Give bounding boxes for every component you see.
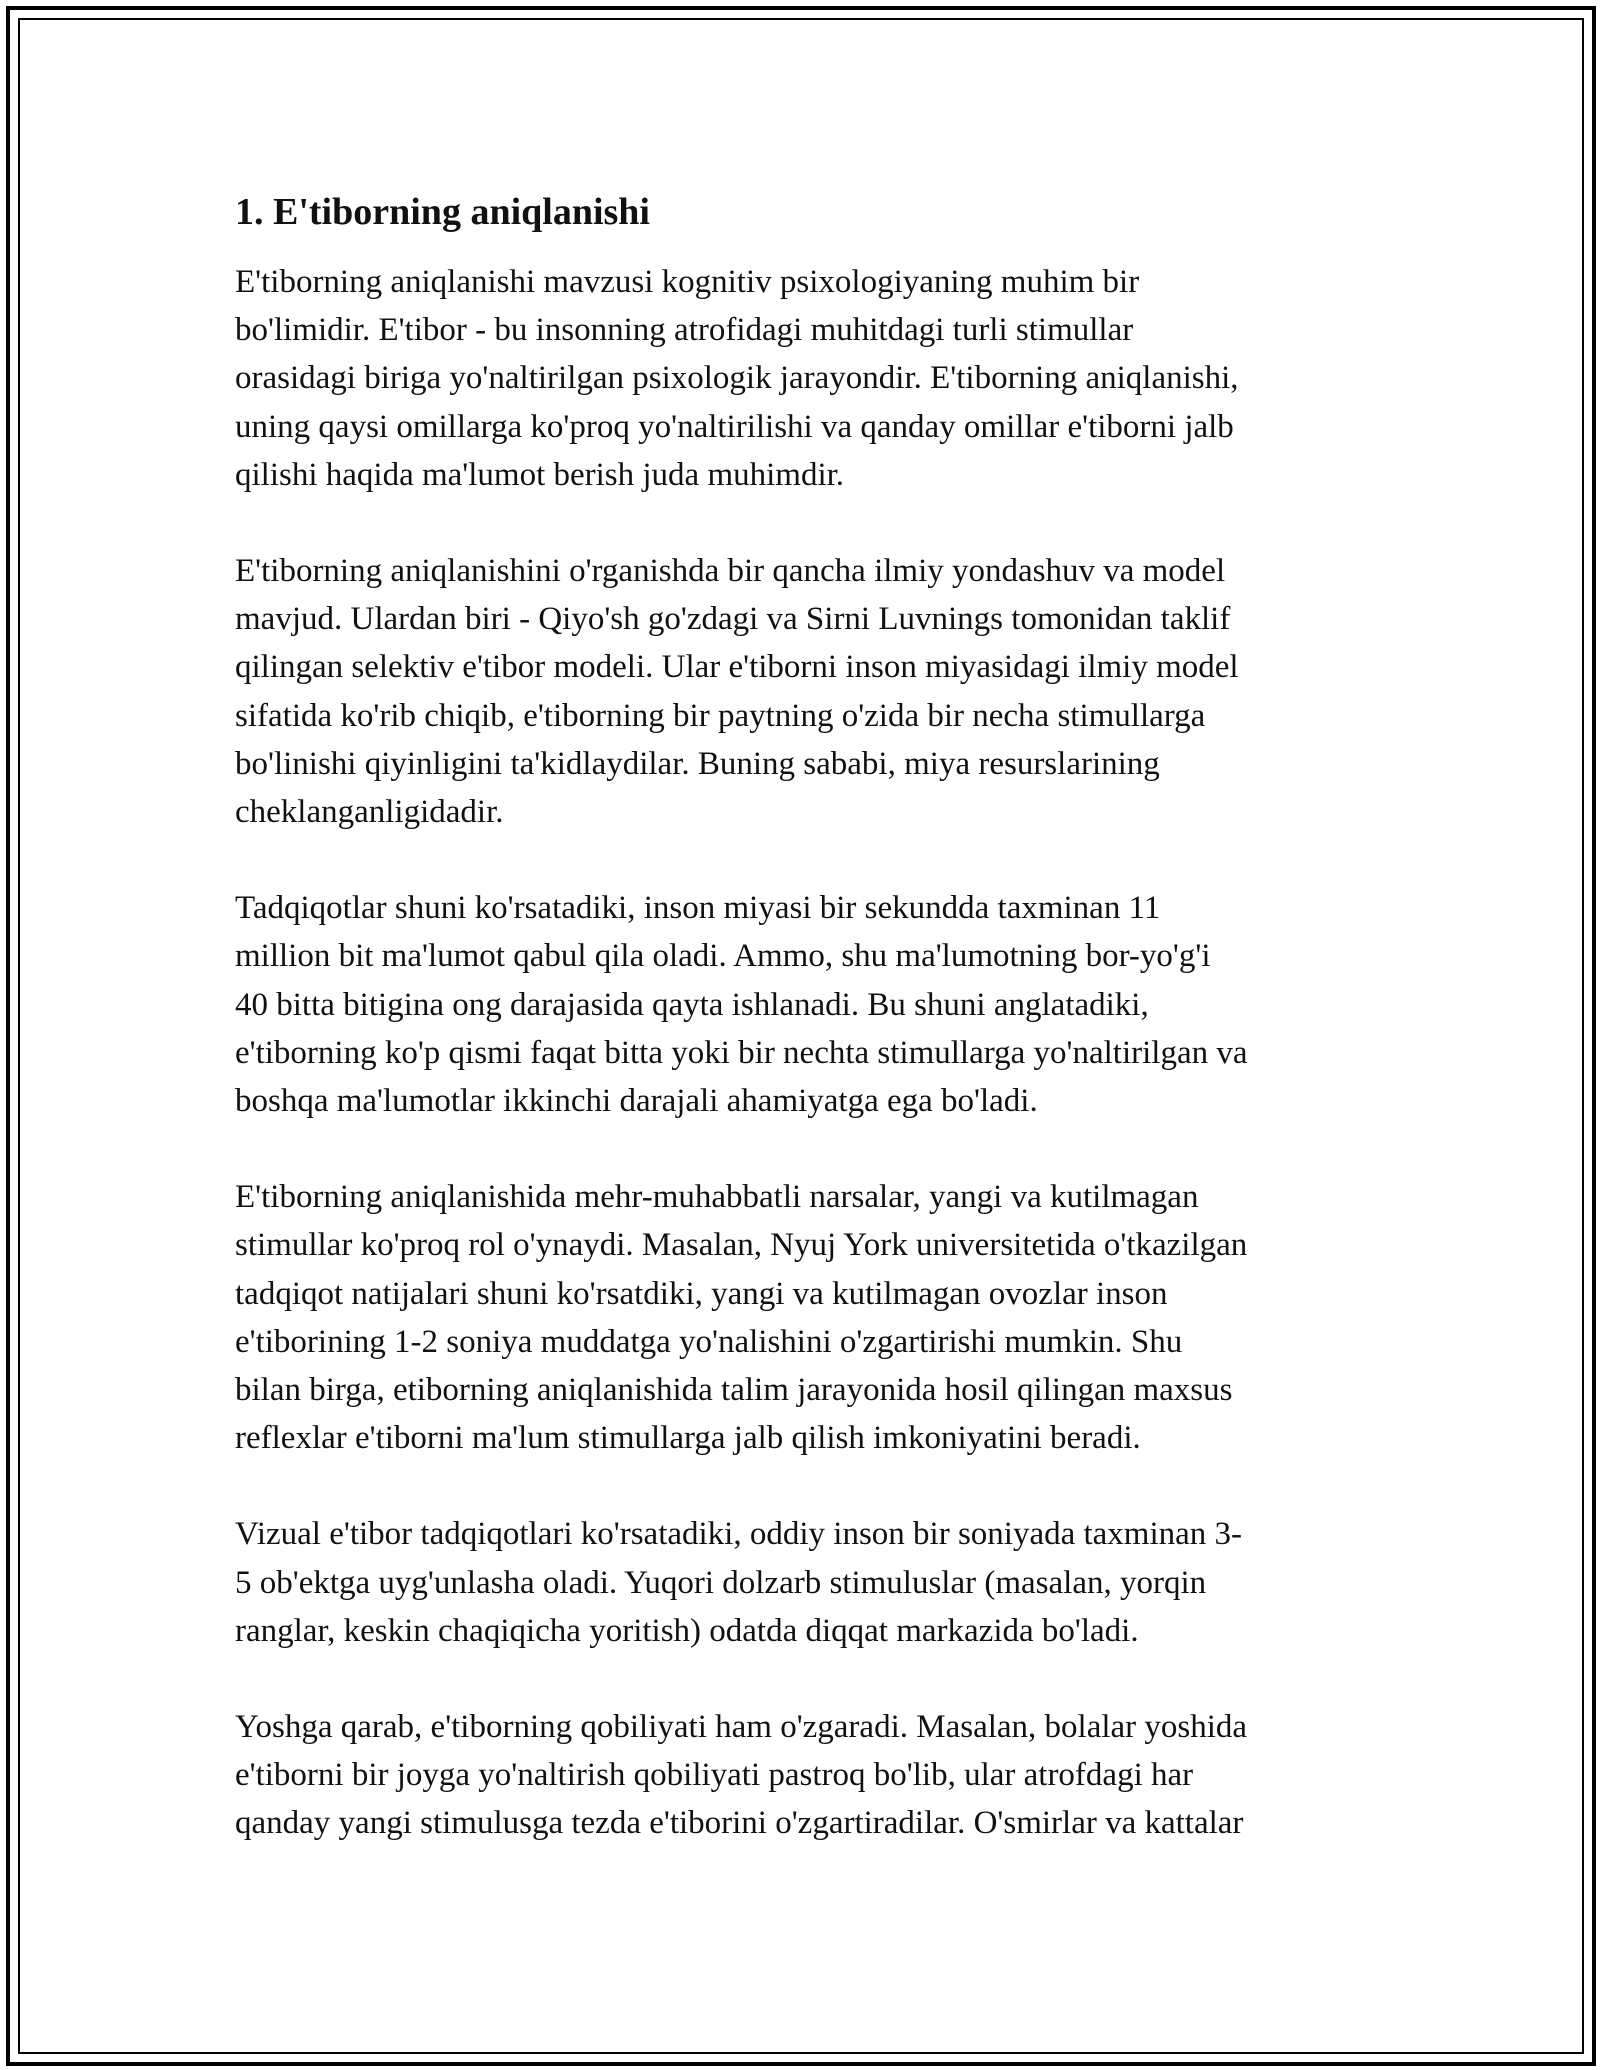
paragraph-line: e'tiborning ko'p qismi faqat bitta yoki bir nechta stimullarga yo'naltirilgan va bbox=[235, 1034, 1248, 1071]
paragraph-line: qanday yangi stimulusga tezda e'tiborini o'zgartiradilar. O'smirlar va kattalar bbox=[235, 1805, 1244, 1842]
section-heading: 1. E'tiborning aniqlanishi bbox=[235, 191, 650, 233]
paragraph-line: reflexlar e'tiborni ma'lum stimullarga jalb qilish imkoniyatini beradi. bbox=[235, 1420, 1141, 1457]
paragraph bbox=[235, 1510, 1370, 1655]
paragraph-line: boshqa ma'lumotlar ikkinchi darajali ahamiyatga ega bo'ladi. bbox=[235, 1083, 1038, 1120]
paragraph bbox=[235, 1173, 1370, 1462]
paragraph-line: orasidagi biriga yo'naltirilgan psixologik jarayondir. E'tiborning aniqlanishi, bbox=[235, 360, 1239, 397]
paragraph-line: bilan birga, etiborning aniqlanishida talim jarayonida hosil qilingan maxsus bbox=[235, 1372, 1233, 1409]
paragraph-line: million bit ma'lumot qabul qila oladi. Ammo, shu ma'lumotning bor-yo'g'i bbox=[235, 938, 1211, 975]
paragraph-line: E'tiborning aniqlanishini o'rganishda bir qancha ilmiy yondashuv va model bbox=[235, 553, 1226, 590]
paragraph-line: Vizual e'tibor tadqiqotlari ko'rsatadiki, oddiy inson bir soniyada taxminan 3- bbox=[235, 1516, 1243, 1553]
paragraph-line: 40 bitta bitigina ong darajasida qayta ishlanadi. Bu shuni anglatadiki, bbox=[235, 986, 1149, 1023]
document-body bbox=[235, 188, 1370, 1896]
paragraph-line: Yoshga qarab, e'tiborning qobiliyati ham o'zgaradi. Masalan, bolalar yoshida bbox=[235, 1709, 1248, 1746]
paragraph-line: qilishi haqida ma'lumot berish juda muhimdir. bbox=[235, 456, 845, 493]
paragraph-line: cheklanganligidadir. bbox=[235, 794, 504, 831]
paragraph-line: tadqiqot natijalari shuni ko'rsatdiki, yangi va kutilmagan ovozlar inson bbox=[235, 1275, 1168, 1312]
paragraph-line: E'tiborning aniqlanishida mehr-muhabbatli narsalar, yangi va kutilmagan bbox=[235, 1179, 1199, 1216]
paragraph-line: bo'linishi qiyinligini ta'kidlaydilar. Buning sababi, miya resurslarining bbox=[235, 745, 1160, 782]
paragraph-line: 5 ob'ektga uyg'unlasha oladi. Yuqori dolzarb stimuluslar (masalan, yorqin bbox=[235, 1564, 1207, 1601]
paragraph bbox=[235, 884, 1370, 1125]
paragraph-list bbox=[235, 258, 1370, 1848]
paragraph-line: uning qaysi omillarga ko'proq yo'naltirilishi va qanday omillar e'tiborni jalb bbox=[235, 408, 1234, 445]
paragraph-line: E'tiborning aniqlanishi mavzusi kognitiv psixologiyaning muhim bir bbox=[235, 264, 1140, 300]
paragraph bbox=[235, 258, 1370, 499]
paragraph-line: stimullar ko'proq rol o'ynaydi. Masalan, Nyuj York universitetida o'tkazilgan bbox=[235, 1227, 1248, 1264]
paragraph-line: bo'limidir. E'tibor - bu insonning atrofidagi muhitdagi turli stimullar bbox=[235, 312, 1134, 349]
paragraph bbox=[235, 1703, 1370, 1848]
paragraph-line: qilingan selektiv e'tibor modeli. Ular e'tiborni inson miyasidagi ilmiy model bbox=[235, 649, 1239, 686]
paragraph-line: e'tiborining 1-2 soniya muddatga yo'nalishini o'zgartirishi mumkin. Shu bbox=[235, 1323, 1183, 1360]
paragraph-line: ranglar, keskin chaqiqicha yoritish) odatda diqqat markazida bo'ladi. bbox=[235, 1612, 1139, 1649]
paragraph-line: Tadqiqotlar shuni ko'rsatadiki, inson miyasi bir sekundda taxminan 11 bbox=[235, 890, 1161, 927]
paragraph-line: e'tiborni bir joyga yo'naltirish qobiliyati pastroq bo'lib, ular atrofdagi har bbox=[235, 1757, 1194, 1794]
paragraph bbox=[235, 547, 1370, 836]
paragraph-line: mavjud. Ulardan biri - Qiyo'sh go'zdagi va Sirni Luvnings tomonidan taklif bbox=[235, 601, 1231, 638]
paragraph-line: sifatida ko'rib chiqib, e'tiborning bir paytning o'zida bir necha stimullarga bbox=[235, 697, 1206, 734]
